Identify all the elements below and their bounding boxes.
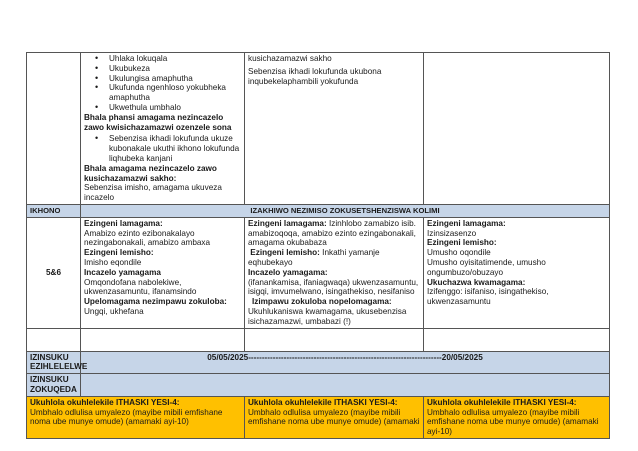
col3-heading-meaning: Ukuchazwa kwamagama: (427, 277, 526, 287)
col2-heading-words: Ezingeni lamagama: (248, 218, 327, 228)
col3-text-meaning: Izifenggo: isifaniso, isingathekiso, ukwenzasamuntu (427, 287, 549, 307)
list-item: • Ukubukeza (97, 64, 241, 74)
col1-heading-words: Ezingeni lamagama: (84, 218, 163, 228)
planned-dates-row (27, 351, 610, 374)
task-description: Umbhalo odlulisa umyalezo (mayibe mibili emfishane noma ube munye omude) (amamaki (248, 407, 420, 427)
top-week-cell (27, 53, 81, 205)
skill-band-row (27, 204, 610, 217)
week-5-6-row (27, 217, 610, 328)
usage-text: Sebenzisa imisho, amagama ukuveza incazelo (84, 183, 222, 203)
task-cell-3 (424, 396, 610, 438)
col2-text-meaning: (ifanankamisa, ifaniagwaqa) ukwenzasamuntu, isigqi, imvumelwano, isingathekiso, nesifaniso (248, 277, 419, 297)
process-list (84, 54, 241, 113)
language-structures-band: IZAKHIWO NEZIMISO ZOKUSETSHENZISWA KOLIMI (81, 204, 610, 217)
col2-heading-meaning: Incazelo yamagama: (248, 267, 328, 277)
skill-band-label: IKHONO (27, 204, 81, 217)
list-item: • Ukufunda ngenhloso yokubheka amaphutha (97, 83, 241, 103)
spacer-cell (27, 328, 81, 351)
planned-dates-value: 05/05/2025-----------------------------------------------------------------------20/05/2025 (81, 351, 610, 374)
curriculum-table (26, 52, 610, 439)
col1-content (81, 217, 245, 328)
completion-dates-value (81, 374, 610, 397)
spacer-row (27, 328, 610, 351)
task-cell-2 (245, 396, 424, 438)
col1-heading-spelling: Upelomagama nezimpawu zokuloba: (84, 297, 227, 307)
completion-dates-label: IZINSUKU ZOKUQEDA (27, 374, 81, 397)
col3-content (424, 217, 610, 328)
col2-heading-sentences: Ezingeni lemisho: (250, 248, 320, 258)
col2-sentences-para (248, 248, 420, 268)
assessment-task-row (27, 396, 610, 438)
top-col3-cell (424, 53, 610, 205)
task-heading: Ukuhlola okuhlelekile ITHASKI YESI-4: (248, 397, 398, 407)
col2-text-sentences: Inkathi yamanje eqhubekayo (248, 248, 380, 267)
week-label: 5&6 (27, 217, 81, 328)
col2-text-words: Izinhlobo zamabizo isib. amabizoqoqa, amabizo ezinto ezingabonakali, amagama okubabaza (248, 218, 416, 248)
col3-text-words: Izinsizasenzo (427, 228, 477, 238)
planned-dates-label: IZINSUKU EZIHLELELWE (27, 351, 81, 374)
list-item: • Ukwethula umbhalo (97, 103, 241, 113)
list-item: • Sebenzisa ikhadi lokufunda ukuze kubonakale ukuthi ikhono lokufunda liqhubeka kanjani (97, 134, 241, 163)
col2-text-punctuation: Ukuhlukaniswa kwamagama, ukusebenzisa isichazamazwi, umbabazi (!) (248, 306, 407, 326)
top-col2-cell (245, 53, 424, 205)
col2-line-1: kusichazamazwi sakho (248, 54, 332, 63)
spacer-cell (81, 328, 245, 351)
reading-card-list (84, 134, 241, 163)
col2-words-para (248, 219, 420, 248)
top-row (27, 53, 610, 205)
task-cell-1 (27, 396, 245, 438)
heading-vocab: Bhala phansi amagama nezincazelo zawo kwisichazamazwi ozenzele sona (84, 112, 232, 132)
col1-heading-meaning: Incazelo yamagama (84, 267, 161, 277)
top-col1-cell (81, 53, 245, 205)
col1-heading-sentences: Ezingeni lemisho: (84, 248, 154, 258)
col3-text-sentences: Umusho oqondile Umusho oyisitatimende, umusho ongumbuzo/obuzayo (427, 248, 546, 277)
col1-text-spelling: Ungqi, ukhefana (84, 306, 144, 316)
task-heading: Ukuhlola okuhlelekile ITHASKI YESI-4: (30, 397, 180, 407)
col2-heading-punctuation: Izimpawu zokuloba nopelomagama: (252, 297, 392, 307)
task-description: Umbhalo odlulisa umyalezo (mayibe mibili emfishane noma ube munye omude) (amamaki ayi-10) (30, 407, 223, 427)
col2-content (245, 217, 424, 328)
completion-dates-row (27, 374, 610, 397)
list-item: • Uhlaka lokuqala (97, 54, 241, 64)
col3-heading-sentences: Ezingeni lemisho: (427, 238, 497, 248)
heading-dictionary: Bhala amagama nezincazelo zawo kusichazamazwi sakho: (84, 163, 217, 183)
col1-text-words: Amabizo ezinto ezibonakalayo nezingabonakali, amabizo ambaxa (84, 228, 211, 248)
col2-line-2: Sebenzisa ikhadi lokufunda ukubona inqubekelaphambili yokufunda (248, 66, 382, 86)
col1-text-meaning: Omqondofana nabolekiwe, ukwenzasamuntu, ifanamsindo (84, 277, 197, 297)
col3-heading-words: Ezingeni lamagama: (427, 218, 506, 228)
spacer-cell (424, 328, 610, 351)
spacer-cell (245, 328, 424, 351)
col1-text-sentences: Imisho eqondile (84, 257, 142, 267)
task-heading: Ukuhlola okuhlelekile ITHASKI YESI-4: (427, 397, 577, 407)
list-item: • Ukulungisa amaphutha (97, 74, 241, 84)
task-description: Umbhalo odlulisa umyalezo (mayibe mibili emfishane noma ube munye omude) (amamaki ayi-10) (427, 407, 599, 437)
